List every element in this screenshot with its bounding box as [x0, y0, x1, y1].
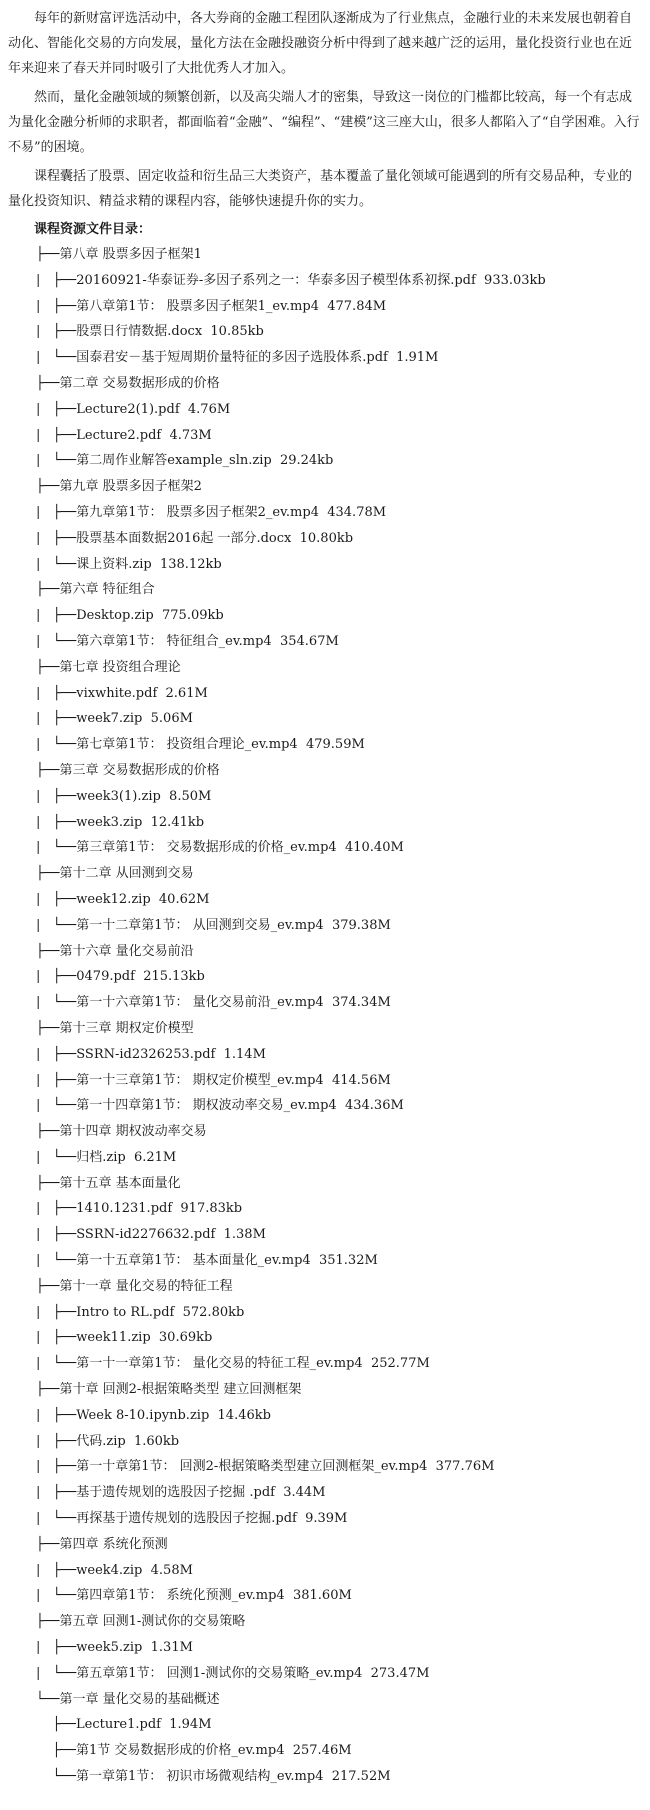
file-tree-line: ├──第十四章 期权波动率交易 — [36, 1124, 207, 1140]
file-tree-line: ├──第十章 回测2-根据策略类型 建立回测框架 — [36, 1382, 302, 1398]
file-tree-line: ├──第二章 交易数据形成的价格 — [36, 375, 220, 391]
file-tree-line: | ├──基于遗传规划的选股因子挖掘 .pdf 3.44M — [36, 1485, 326, 1501]
file-tree-line: | ├──第八章第1节： 股票多因子框架1_ev.mp4 477.84M — [36, 298, 387, 314]
resource-list-heading: 课程资源文件目录： — [34, 222, 152, 237]
file-tree-line: | ├──20160921-华泰证券-多因子系列之一：华泰多因子模型体系初探.pdf 933.03kb — [36, 272, 546, 288]
file-tree-line: | └──课上资料.zip 138.12kb — [36, 556, 222, 572]
file-tree-line: ├──第四章 系统化预测 — [36, 1536, 168, 1552]
file-tree-line: | ├──Lecture2.pdf 4.73M — [36, 427, 212, 443]
file-tree-line: | ├──week7.zip 5.06M — [36, 711, 193, 727]
file-tree-line: | ├──week5.zip 1.31M — [36, 1640, 193, 1656]
file-tree-line: | └──再探基于遗传规划的选股因子挖掘.pdf 9.39M — [36, 1511, 348, 1527]
file-tree-line: ├──第七章 投资组合理论 — [36, 659, 181, 675]
file-tree-line: ├──第1节 交易数据形成的价格_ev.mp4 257.46M — [36, 1743, 352, 1759]
file-tree-line: └──第一章第1节： 初识市场微观结构_ev.mp4 217.52M — [36, 1769, 391, 1785]
file-tree-line: | └──第一十六章第1节： 量化交易前沿_ev.mp4 374.34M — [36, 995, 391, 1011]
file-tree-line: ├──第十二章 从回测到交易 — [36, 866, 194, 882]
file-tree-line: | ├──week12.zip 40.62M — [36, 891, 210, 907]
file-tree-line: | └──国泰君安－基于短周期价量特征的多因子选股体系.pdf 1.91M — [36, 350, 439, 366]
file-tree-line: | ├──Lecture2(1).pdf 4.76M — [36, 401, 231, 417]
file-tree-line: | ├──week3.zip 12.41kb — [36, 814, 205, 830]
file-tree-line: | ├──0479.pdf 215.13kb — [36, 969, 205, 985]
file-tree-line: ├──第五章 回测1-测试你的交易策略 — [36, 1614, 246, 1630]
file-tree-line: | ├──代码.zip 1.60kb — [36, 1433, 180, 1449]
file-tree-line: | └──第七章第1节： 投资组合理论_ev.mp4 479.59M — [36, 737, 365, 753]
file-tree-line: | └──第四章第1节： 系统化预测_ev.mp4 381.60M — [36, 1588, 352, 1604]
file-tree-line: | └──第五章第1节： 回测1-测试你的交易策略_ev.mp4 273.47M — [36, 1665, 430, 1681]
file-tree — [0, 242, 650, 1790]
file-tree-line: ├──第三章 交易数据形成的价格 — [36, 762, 220, 778]
intro-paragraph-2: 然而，量化金融领域的频繁创新，以及高尖端人才的密集，导致这一岗位的门槛都比较高，每一个有志成为量化金融分析师的求职者，都面临着“金融”、“编程”、“建模”这三座大山，很多人都陷入了“自学困难。入行不易”的困境。 — [8, 90, 640, 155]
file-tree-line: | └──第二周作业解答example_sln.zip 29.24kb — [36, 453, 334, 469]
file-tree-line: | ├──1410.1231.pdf 917.83kb — [36, 1201, 243, 1217]
file-tree-line: | ├──SSRN-id2326253.pdf 1.14M — [36, 1046, 266, 1062]
file-tree-line: | ├──week11.zip 30.69kb — [36, 1330, 213, 1346]
file-tree-line: | ├──vixwhite.pdf 2.61M — [36, 685, 208, 701]
file-tree-line: | ├──Week 8-10.ipynb.zip 14.46kb — [36, 1407, 271, 1423]
file-tree-line: | ├──week4.zip 4.58M — [36, 1562, 193, 1578]
file-tree-line: | ├──股票基本面数据2016起 一部分.docx 10.80kb — [36, 530, 354, 546]
intro-paragraph-3: 课程囊括了股票、固定收益和衍生品三大类资产，基本覆盖了量化领域可能遇到的所有交易品种，专业的量化投资知识、精益求精的课程内容，能够快速提升你的实力。 — [8, 169, 633, 209]
file-tree-line: | └──第一十一章第1节： 量化交易的特征工程_ev.mp4 252.77M — [36, 1356, 430, 1372]
file-tree-line: ├──Lecture1.pdf 1.94M — [36, 1717, 212, 1733]
file-tree-line: | ├──Intro to RL.pdf 572.80kb — [36, 1304, 245, 1320]
file-tree-line: ├──第六章 特征组合 — [36, 582, 155, 598]
file-tree-line: | └──第一十五章第1节： 基本面量化_ev.mp4 351.32M — [36, 1253, 378, 1269]
file-tree-line: | └──归档.zip 6.21M — [36, 1149, 177, 1165]
file-tree-line: | └──第三章第1节： 交易数据形成的价格_ev.mp4 410.40M — [36, 840, 404, 856]
file-tree-line: | ├──股票日行情数据.docx 10.85kb — [36, 324, 264, 340]
file-tree-line: | ├──第一十三章第1节： 期权定价模型_ev.mp4 414.56M — [36, 1072, 391, 1088]
file-tree-line: | └──第一十二章第1节： 从回测到交易_ev.mp4 379.38M — [36, 917, 391, 933]
file-tree-line: ├──第十一章 量化交易的特征工程 — [36, 1278, 233, 1294]
file-tree-line: └──第一章 量化交易的基础概述 — [36, 1691, 220, 1707]
file-tree-line: | └──第六章第1节： 特征组合_ev.mp4 354.67M — [36, 633, 339, 649]
file-tree-line: | └──第一十四章第1节： 期权波动率交易_ev.mp4 434.36M — [36, 1098, 404, 1114]
file-tree-line: | ├──SSRN-id2276632.pdf 1.38M — [36, 1227, 266, 1243]
file-tree-line: ├──第十六章 量化交易前沿 — [36, 943, 194, 959]
file-tree-line: ├──第八章 股票多因子框架1 — [36, 247, 202, 262]
intro-paragraph-1: 每年的新财富评选活动中，各大券商的金融工程团队逐渐成为了行业焦点，金融行业的未来发展也朝着自动化、智能化交易的方向发展，量化方法在金融投融资分析中得到了越来越广泛的运用，量化投资行业也在近年来迎来了春天并同时吸引了大批优秀人才加入。 — [8, 11, 633, 76]
file-tree-line: | ├──第九章第1节： 股票多因子框架2_ev.mp4 434.78M — [36, 504, 387, 520]
file-tree-line: ├──第十三章 期权定价模型 — [36, 1020, 194, 1036]
file-tree-line: | ├──Desktop.zip 775.09kb — [36, 608, 224, 624]
file-tree-line: | ├──第一十章第1节： 回测2-根据策略类型建立回测框架_ev.mp4 377.76M — [36, 1459, 495, 1475]
file-tree-line: ├──第十五章 基本面量化 — [36, 1175, 181, 1191]
file-tree-line: ├──第九章 股票多因子框架2 — [36, 479, 202, 495]
file-tree-line: | ├──week3(1).zip 8.50M — [36, 788, 212, 804]
